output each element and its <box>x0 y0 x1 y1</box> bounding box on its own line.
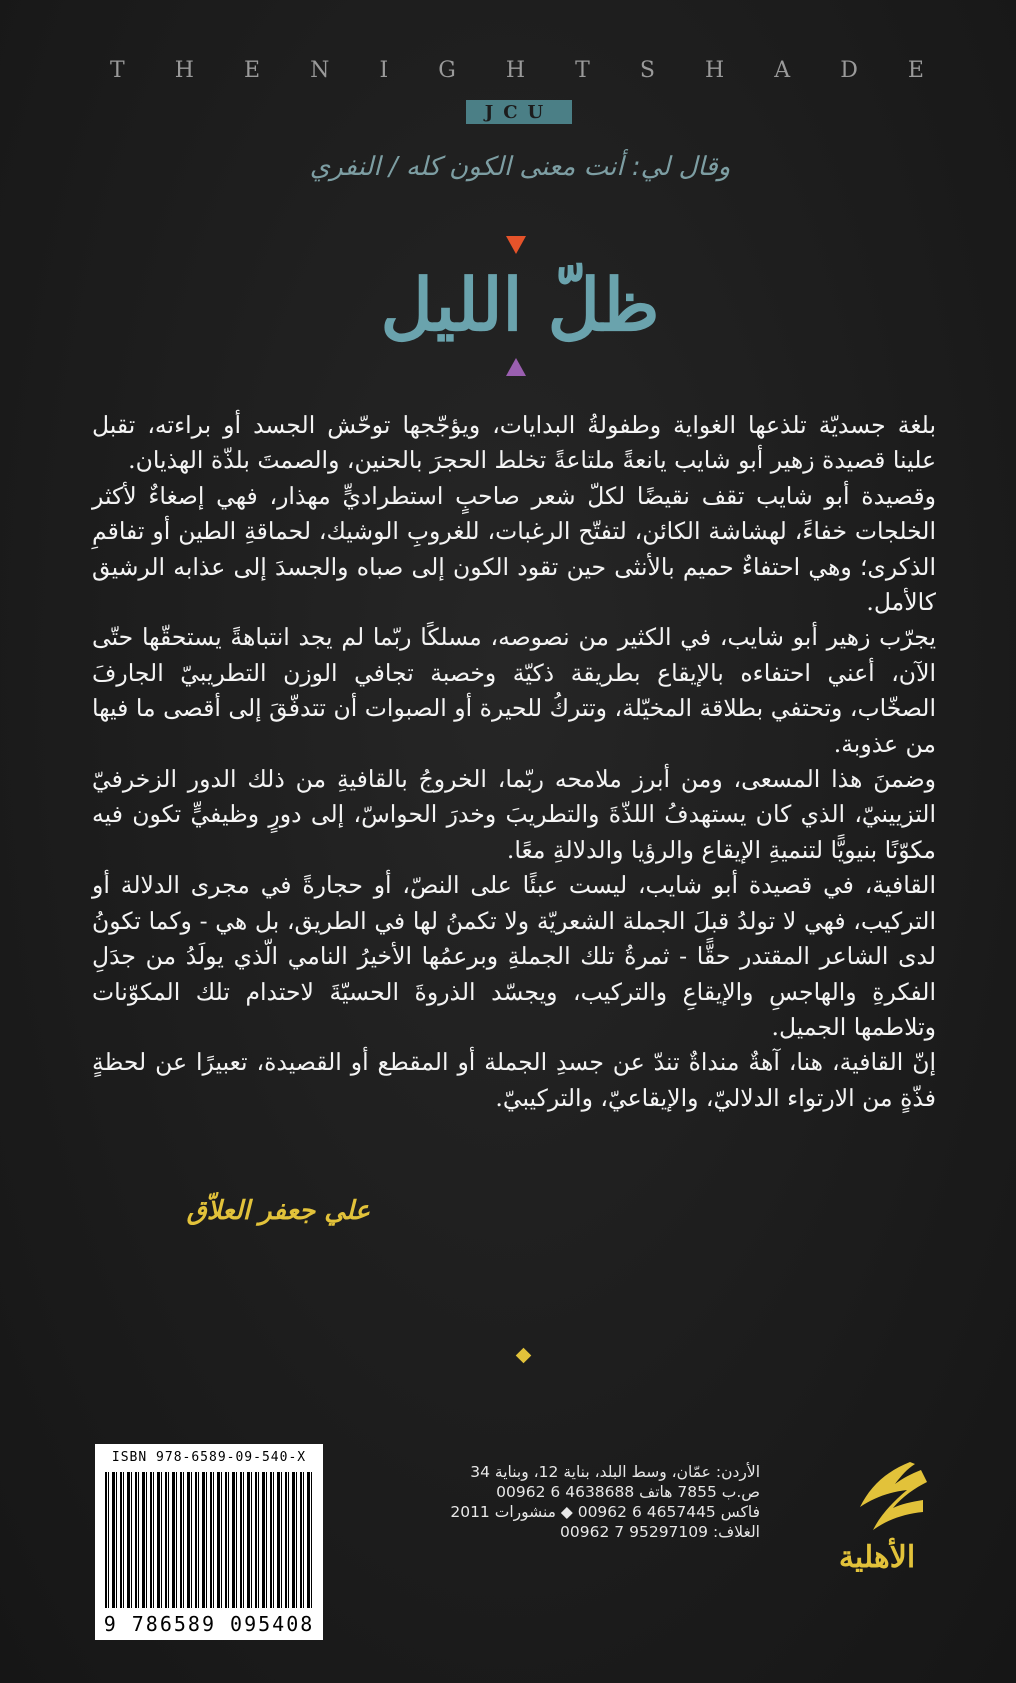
series-letter: N <box>310 58 330 83</box>
publisher-phone: ص.ب 7855 هاتف 4638688 6 00962 <box>496 1483 760 1501</box>
triangle-up-icon <box>506 358 526 376</box>
publisher-info <box>420 1462 760 1542</box>
series-letter: G <box>438 58 456 83</box>
tagline: وقال لي: أنت معنى الكون كله / النفري <box>309 152 731 182</box>
series-letter: E <box>244 58 261 83</box>
author-signature: علي جعفر العلاّق <box>186 1196 370 1226</box>
series-letter: I <box>379 58 389 83</box>
blurb-paragraph: إنّ القافية، هنا، آهةٌ منداةٌ تندّ عن جسدِ الجملة أو المقطع أو القصيدة، تعبيرًا عن لحظةٍ فذّةٍ من الارتواء الدلاليّ، والإيقاعيّ، والتركيبيّ. <box>92 1048 936 1112</box>
diamond-ornament-icon <box>516 1348 532 1364</box>
publisher-cover-credit: الغلاف: 95297109 7 00962 <box>560 1523 760 1541</box>
series-badge: JCU <box>466 100 572 124</box>
blurb-paragraph: القافية، في قصيدة أبو شايب، ليست عبئًا على النصّ، أو حجارةً في مجرى الدلالة أو التركيب، فهي لا تولدُ قبلَ الجملة الشعريّة ولا تكمنُ لها في الطريق، بل هي - وكما تكونُ لدى الشاعر المقتدر حقًّا - ثمرةُ تلك الجملةِ وبرعمُها الأخيرُ النامي الّذي يولَدُ من جدَلِ الفكرةِ والهاجسِ والإيقاعِ والتركيب، ويجسّد الذروةَ الحسيّةَ لاحتدام تلك المكوّنات وتلاطمها الجميل. <box>92 871 936 1041</box>
series-letter: T <box>110 58 125 83</box>
publisher-address: الأردن: عمّان، وسط البلد، بناية 12، وبناية 34 <box>470 1463 760 1481</box>
series-letter: H <box>505 58 526 83</box>
barcode <box>95 1444 323 1640</box>
blurb-text <box>92 408 936 1116</box>
publisher-logo-text: الأهلية <box>838 1540 916 1575</box>
series-letter: S <box>639 58 655 83</box>
blurb-paragraph: وضمنَ هذا المسعى، ومن أبرز ملامحه ربّما، الخروجُ بالقافيةِ من ذلك الدور الزخرفيّ التزيينيّ، الذي كان يستهدفُ اللذّةَ والتطريبَ وخدرَ الحواسّ، إلى دورٍ وظيفيٍّ تكون فيه مكوّنًا بنيويًّا لتنميةِ الإيقاع والرؤيا والدلالةِ معًا. <box>92 765 936 864</box>
series-letter: A <box>774 58 791 83</box>
series-letter: H <box>704 58 725 83</box>
series-letter: D <box>840 58 858 83</box>
book-title: ظلّ الليل <box>380 262 660 347</box>
triangle-down-icon <box>506 236 526 254</box>
series-letter: H <box>174 58 194 83</box>
isbn-digits: 9 786589 095408 <box>103 1612 315 1636</box>
publisher-fax: فاكس 4657445 6 00962 ◆ منشورات 2011 <box>450 1503 760 1521</box>
series-letter: T <box>575 58 590 83</box>
isbn-label: ISBN 978-6589-09-540-X <box>111 1450 307 1465</box>
blurb-paragraph: وقصيدة أبو شايب تقف نقيضًا لكلّ شعر صاحبٍ استطراديٍّ مهذار، فهي إصغاءٌ لأكثر الخلجات خفاءً، لهشاشة الكائن، لتفتّح الرغبات، للغروبِ الوشيك، لحماقةِ الطين أو تفاقمِ الذكرى؛ وهي احتفاءٌ حميم بالأنثى حين تقود الكون إلى صباه والجسدَ إلى عذابه الرشيق كالأمل. <box>92 481 936 617</box>
blurb-paragraph: بلغة جسديّة تلذعها الغواية وطفولةُ البدايات، ويؤجّجها توحّش الجسد أو براءته، تقبل علينا قصيدة زهير أبو شايب يانعةً ملتاعةً تخلط الحجرَ بالحنين، والصمتَ بلذّة الهذيان. <box>92 411 936 475</box>
series-title <box>0 58 1016 83</box>
series-letter: E <box>907 58 924 83</box>
barcode-bars <box>105 1472 313 1608</box>
blurb-paragraph: يجرّب زهير أبو شايب، في الكثير من نصوصه، مسلكًا ربّما لم يجد انتباهةً يستحقّها حتّى الآن، أعني احتفاءه بالإيقاع بطريقة ذكيّة وخصبة تجافي الوزن التطريبيّ الجارفَ الصخّاب، وتحتفي بطلاقة المخيّلة، وتتركُ للحيرة أو الصبوات أن تتدفّقَ إلى أقصى ما فيها من عذوبة. <box>92 623 936 758</box>
